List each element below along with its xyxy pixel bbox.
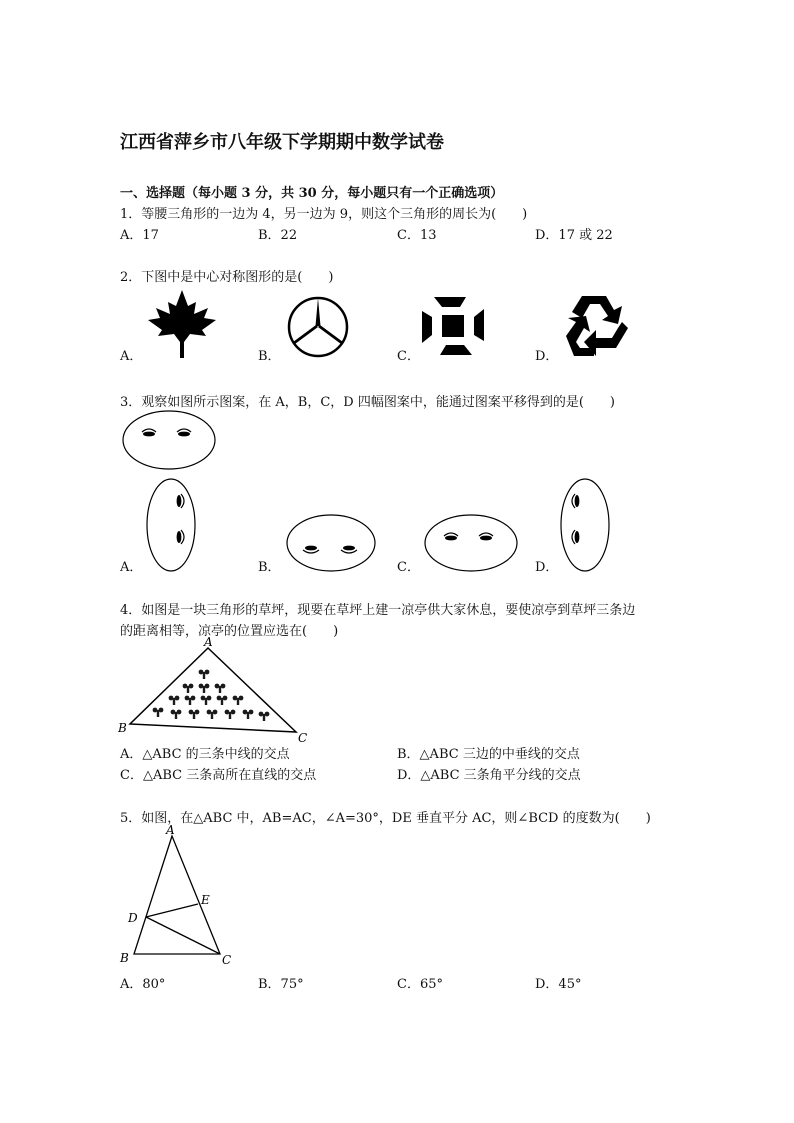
q2-option-a: A．	[120, 349, 143, 364]
q5-label-e: E	[201, 893, 210, 907]
q1-option-a: A．17	[120, 228, 159, 243]
q5-label-a: A	[166, 823, 175, 837]
q5-option-a: A．80°	[120, 977, 166, 992]
question-3-stem: 3．观察如图所示图案，在 A，B，C，D 四幅图案中，能通过图案平移得到的是( )	[120, 395, 615, 410]
q4-option-a: A．△ABC 的三条中线的交点	[120, 747, 290, 762]
q4-option-d: D．△ABC 三条角平分线的交点	[397, 768, 581, 783]
q1-option-d: D．17 或 22	[535, 228, 613, 243]
q4-label-b: B	[118, 721, 127, 735]
q2-option-d: D．	[535, 349, 559, 364]
q5-option-b: B．75°	[258, 977, 304, 992]
q1-option-b: B．22	[258, 228, 298, 243]
oval-face-option-c	[424, 514, 518, 572]
section-heading: 一、选择题（每小题 3 分，共 30 分，每小题只有一个正确选项）	[120, 186, 504, 201]
pinwheel-square-icon	[420, 295, 486, 357]
oval-face-option-b	[286, 514, 376, 572]
q3-option-a: A．	[120, 560, 143, 575]
mercedes-star-icon	[286, 296, 350, 358]
q5-option-d: D．45°	[535, 977, 582, 992]
question-4-stem-line2: 的距离相等，凉亭的位置应选在( )	[120, 624, 339, 639]
q4-label-a: A	[204, 635, 213, 649]
q3-option-d: D．	[535, 560, 559, 575]
q4-label-c: C	[298, 731, 308, 745]
q5-option-c: C．65°	[397, 977, 443, 992]
q5-label-d: D	[128, 911, 138, 925]
oval-face-option-a	[146, 478, 196, 572]
q3-option-b: B．	[258, 560, 281, 575]
q4-option-c: C．△ABC 三条高所在直线的交点	[120, 768, 317, 783]
page-title: 江西省萍乡市八年级下学期期中数学试卷	[120, 132, 444, 153]
q4-option-b: B．△ABC 三边的中垂线的交点	[397, 747, 580, 762]
question-5-stem: 5．如图，在△ABC 中，AB=AC，∠A=30°，DE 垂直平分 AC，则∠BCD 的度数为( )	[120, 811, 651, 826]
question-4-stem-line1: 4．如图是一块三角形的草坪，现要在草坪上建一凉亭供大家休息，要使凉亭到草坪三条边	[120, 603, 636, 618]
q1-option-c: C．13	[397, 228, 437, 243]
grass-triangle-figure	[118, 636, 312, 744]
q5-label-c: C	[222, 953, 232, 967]
oval-face-original	[122, 410, 216, 470]
question-1-stem: 1．等腰三角形的一边为 4，另一边为 9，则这个三角形的周长为( )	[120, 207, 528, 222]
maple-leaf-icon	[144, 288, 220, 360]
q2-option-b: B．	[258, 349, 281, 364]
oval-face-option-d	[560, 478, 610, 572]
question-2-stem: 2．下图中是中心对称图形的是( )	[120, 270, 334, 285]
triangle-abc-figure	[116, 824, 240, 968]
q3-option-c: C．	[397, 560, 420, 575]
recycle-icon	[562, 292, 630, 358]
q2-option-c: C．	[397, 349, 420, 364]
q5-label-b: B	[120, 951, 129, 965]
